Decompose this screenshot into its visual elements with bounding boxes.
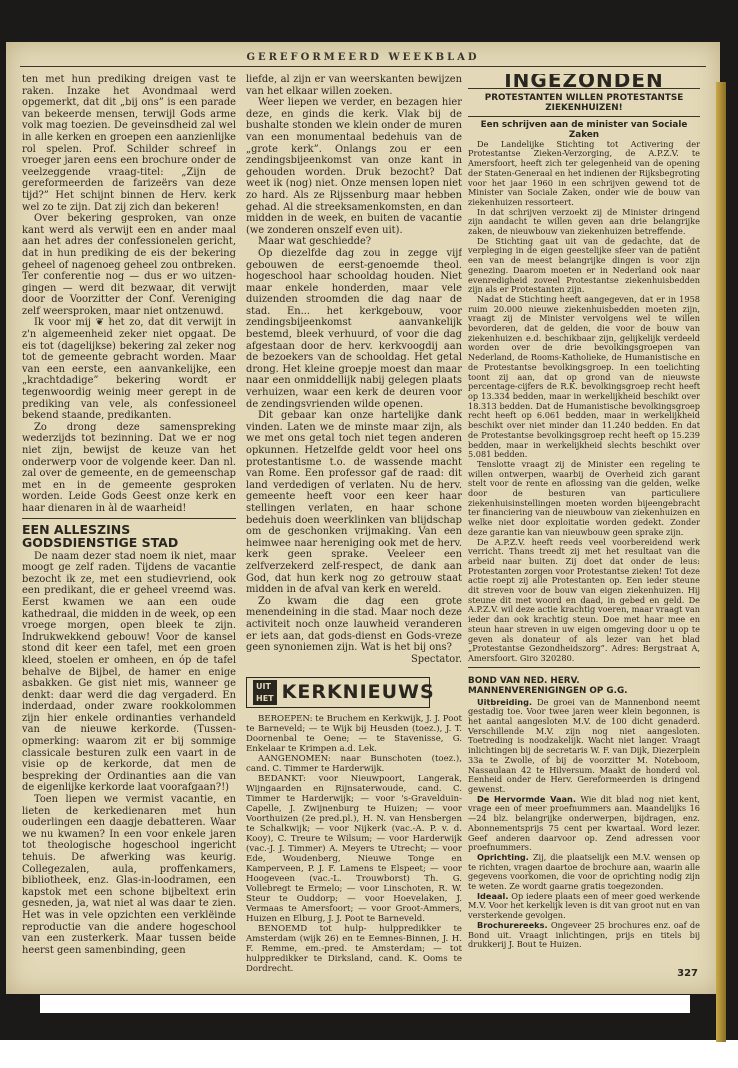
running-header: GEREFORMEERD WEEKBLAD: [246, 52, 480, 63]
news-item-beroepen: BEROEPEN: te Bruchem en Kerkwijk, J. J. Poot te Barneveld; — te Wijk bij Heusden (toez.), J. T. Doornenbal te Oene; — te Stavenisse, G. Enkelaar te Krimpen a.d. Lek.: [246, 714, 462, 755]
paragraph: liefde, al zijn er van weerskanten bewijzen van het elkaar willen zoeken.: [246, 74, 462, 97]
newspaper-page: [6, 42, 720, 994]
paragraph: De A.P.Z.V. heeft reeds veel voorbereidend werk verricht. Thans treedt zij met het resultaat van die arbeid naar buiten. Zij doet dat onder de leus: Protestanten zorgen voor Protestantse zieken! Tot deze actie roept zij alle Protestanten op. Een ieder steune dit streven voor de bouw van eigen ziekenhuizen. Hij steune dit met woord en daad, in gebed en geld. De A.P.Z.V. wil deze actie krachtig voeren, maar vraagt van ieder dan ook krachtig steun. Doe met haar mee en steun haar streven in uw eigen omgeving door u op te geven als donateur of als lezer van het blad „Protestantse Gezondheidszorg”. Adres: Bergstraat A, Amersfoort. Giro 320280.: [468, 536, 700, 663]
paragraph: Weer liepen we verder, en bezagen hier deze, en ginds die kerk. Vlak bij de bushalte stonden we klein onder de muren van een monumentaal bedehuis van de „grote kerk”. Onlangs zou er een zendingsbijeenkomst van onze kant in gehouden worden. Druk bezocht? Dat weet ik (nog) niet. Onze mensen lopen niet zo hard. Als ze Rijssenburg maar hebben gehad. Al die streeksamenkomsten, en dan midden in de week, en buiten de vacantie (we zonderen onszelf even uit).: [246, 97, 462, 236]
page-binding-edge: [716, 82, 726, 1042]
inline-label: Oprichting.: [477, 851, 529, 862]
kerknieuws-title: KERKNIEUWS: [281, 681, 435, 704]
column-left: [22, 74, 236, 980]
article-heading: EEN ALLESZINS GODSDIENSTIGE STAD: [22, 521, 179, 550]
paragraph: Over bekering gesproken, van onze kant werd als verwijt een en ander maal aan het adres der confessionelen gericht, dat in hun prediking de eis der bekering geheel of nagenoeg geheel zou ontbreken. Ter conferentie nog — dus er wo uitzen-gingen — werd dit bezwaar, dit verwijt door de Voorzitter der Conf. Vereniging zelf weersproken, maar niet ontzenuwd.: [22, 213, 236, 317]
paragraph: [468, 892, 700, 921]
article-heading: PROTESTANTEN WILLEN PROTESTANTSE ZIEKENHUIZEN!: [484, 92, 684, 113]
divider: [468, 667, 700, 668]
inline-label: Brochurereeks.: [477, 919, 548, 930]
paragraph: [468, 698, 700, 795]
paragraph: Toen liepen we vermist vacantie, en lieten de kerkedienaren met hun ouderlingen een daagje debatteren. Waar we nu kwamen? In een voor enkele jaren tot theologische hogeschool ingericht tehuis. De afwerking was keurig. Collegezalen, aula, proffenkamers, bibliotheek, enz. Glas-in-loodramen, een kapstok met een schone bijbeltext erin gesneden, ja, wat niet al was daar te zien. Het was in vele opzichten een verklëinde reproductie van die andere hogeschool van een zusterkerk. Maar tussen beide heerst geen samenbinding, geen: [22, 794, 236, 956]
paragraph-text: Zij, die plaatselijk een M.V. wensen op te richten, vragen daartoe de brochure aan, waarin alle gegevens voorkomen, die voor de oprichting nodig zijn te weten. Ze wordt gaarne gratis toegezonden.: [468, 851, 700, 892]
paragraph: De Landelijke Stichting tot Activering der Protestantse Zieken-Verzorging, de A.P.Z.V. te Amersfoort, heeft zich ter gelegenheid van de opening der Staten-Generaal en het indienen der Rijksbegroting voor het jaar 1960 in een schrijven gewend tot de Minister van Sociale Zaken, onder wie de bouw van ziekenhuizen ressorteert.: [468, 138, 700, 207]
header-rule: [20, 66, 706, 67]
inline-label: De Hervormde Vaan.: [477, 793, 576, 804]
paragraph-text: Wie dit blad nog niet kent, vrage een of meer proefnummers aan. Maandelijks 16—24 blz. belangrijke onderwerpen, bijdragen, enz. Abonnementsprijs 75 cent per kwartaal. Word lezer. Geef anderen daarvoor op. Zend adressen voor proefnummers.: [468, 793, 700, 853]
paragraph: Maar wat geschiedde?: [258, 236, 372, 248]
paragraph: Zo drong deze samenspreking wederzijds tot bezinning. Dat we er nog niet zijn, bewijst de keuze van het onderwerp voor de volgende keer. Dan nl. zal over de gemeente, en de gemeenschap met en in de gemeente gesproken worden. Leide Gods Geest onze kerk en haar dienaren in àl de waarheid!: [22, 421, 236, 514]
article-signature: Spectator.: [410, 653, 462, 665]
page-number: 327: [677, 968, 698, 979]
news-item-aangenomen: AANGENOMEN: naar Bunschoten (toez.), cand. C. Timmer te Harderwijk.: [246, 754, 462, 775]
news-item-bedankt: BEDANKT: voor Nieuwpoort, Langerak, Wijngaarden en Rijnsaterwoude, cand. C. Timmer te Harderwijk; — voor 's-Gravelduin-Capelle, J. Zwijnenburg te Huizen; — voor Voorthuizen (2e pred.pl.), H. N. van Hensbergen te Schalkwijk; — voor Nijkerk (vac.-A. P. v. d. Kooy), C. Treure te Wilsum; — voor Harderwijk (vac.-J. J. Timmer) A. Meyers te Utrecht; — voor Ede, Woudenberg, Nieuwe Tonge en Kamperveen, P. J. F. Lamens te Elspeet; — voor Hoogeveen (vac.-L. Trouwborst) Th. G. Vollebregt te Ermelo; — voor Linschoten, R. W. Steur te Ouddorp; — voor Hoevelaken, J. Vermaas te Amersfoort; — voor Groot-Ammers, Huizen en Elburg, J. J. Poot te Barneveld.: [246, 774, 462, 925]
paragraph: ten met hun prediking dreigen vast te raken. Inzake het Avondmaal werd opgemerkt, dat dit „bij ons” is een parade van bekeerde mensen, terwijl Gods arme volk mag toezien. De geveinsdheid zal wel in alle kerken en groepen een aanzienlijke rol spelen. Prof. Schilder schreef in vroeger jaren eens een brochure onder de veelzeggende vraag-titel: „Zijn de gereformeerden de farizeërs van deze tijd?” Het schijnt binnen de Herv. kerk wel zo te zijn. Dat zij zich dan bekeren!: [22, 74, 236, 213]
column-middle: [246, 74, 462, 980]
paragraph-text: De groei van de Mannenbond neemt gestadig toe. Voor twee jaren weer klein begonnen, is het aantal aangesloten M.V. de 100 dicht genaderd. Verschillende M.V. zijn nog niet aangesloten. Toetreding is noodzakelijk. Wacht niet langer. Vraagt inlichtingen bij de secretaris W. F. van Dijk, Diezerplein 33a te Zwolle, of bij de voorzitter M. Noteboom, Nassaulaan 42 te Hilversum. Maakt de honderd vol. Eenheid onder de Herv. Gereformeerden is dringend gewenst.: [468, 696, 700, 794]
scan-bottom-margin: [40, 995, 690, 1013]
article-heading: BOND VAN NED. HERV. MANNENVERENIGINGEN OP G.G.: [468, 675, 628, 696]
paragraph: Op diezelfde dag zou in zegge vijf gebouwen de eerst-genoemde theol. hogeschool haar schooldag houden. Niet maar enkele honderden, maar vele duizenden stroomden die dag naar de stad. En... het kerkgebouw, voor zendingsbijeenkomst aanvankelijk bestemd, bleek verhuurd, of voor die dag afgestaan door de herv. kerkvoogdij aan de bezoekers van de schooldag. Het getal drong. Het kleine groepje moest dan maar naar een onmiddellijk nabij gelegen plaats verhuizen, waar een kerk de deuren voor de zendingsvrienden wilde openen.: [246, 247, 462, 410]
paragraph: Nadat de Stichting heeft aangegeven, dat er in 1958 ruim 20.000 nieuwe ziekenhuisbedden moeten zijn, vraagt zij de Minister vervolgens wel te willen bevorderen, dat de gelden, die voor de bouw van ziekenhuizen e.d. beschikbaar zijn, gelijkelijk verdeeld worden over de drie bevolkingsgroepen van Nederland, de Rooms-Katholieke, de Humanistische en de Protestantse bevolkingsgroep. In een toelichting toont zij aan, dat op grond van de nieuwste percentage-cijfers de R.K. bevolkingsgroep recht heeft op 13.334 bedden, maar in werkelijkheid beschikt over 18.313 bedden. Dat de Humanistische bevolkingsgroep recht heeft op 6.061 bedden, maar in werkelijkheid beschikt over niet minder dan 11.240 bedden. En dat de Protestantse bevolkingsgroep recht heeft op 15.239 bedden, maar in werkelijkheid slechts beschikt over 5.081 bedden.: [468, 293, 700, 460]
inline-label: Uitbreiding.: [477, 696, 533, 707]
kerknieuws-prefix: UIT HET: [253, 680, 277, 705]
inline-label: Ideaal.: [477, 890, 509, 901]
paragraph: Ik voor mij ❦ het zo, dat dit verwijt in z'n algemeenheid zeker niet opgaat. De eis tot (dagelijkse) bekering zal zeker nog tot de gemeente gebracht worden. Maar van een eerste, een aanvankelijke, een „krachtdadige” bekering wordt er tegenwoordig weinig meer gerept in de prediking van vele, als confessioneel bekend staande, predikanten.: [22, 317, 236, 422]
paragraph: Zo kwam die dag een grote menendeining in die stad. Maar noch deze activiteit noch onze lauwheid veranderen er iets aan, dat gods-dienst en Gods-vreze geen synoniemen zijn. Wat is het bij ons?: [246, 595, 462, 654]
paragraph: Dit gebaar kan onze hartelijke dank vinden. Laten we de minste maar zijn, als we met ons getal toch niet tegen anderen opkunnen. Hetzelfde geldt voor heel ons protestantisme t.o. de wassende macht van Rome. Een professor gaf de raad: dit land verdedigen of verlaten. Nu de herv. gemeente heeft voor een keer haar stellingen verlaten, en haar schone bedehuis doen weerklinken van blijdschap om de geschonken vrijmaking. Van een heimwee naar hereniging ook met de herv. kerk geen sprake. Veeleer een zelfverzekerd zelf-respect, de dank aan God, dat hun kerk nog zo getrouw staat midden in de afval van kerk en wereld.: [246, 410, 462, 596]
paragraph-text: Op iedere plaats een of meer goed werkende M.V. Voor het kerkelijk leven is dit van groot nut en van versterkende gevolgen.: [468, 890, 700, 921]
paragraph: [468, 853, 700, 892]
paragraph: [468, 921, 700, 950]
paragraph: De Stichting gaat uit van de gedachte, dat de verpleging in de eigen geestelijke sfeer van de patiënt een van de meest belangrijke dingen is voor zijn genezing. Daarom moeten er in Nederland ook naar evenredigheid zoveel Protestantse ziekenhuisbedden zijn als er Protestanten zijn.: [468, 235, 700, 295]
divider: [468, 116, 700, 117]
kerknieuws-banner: [246, 677, 435, 708]
paragraph-text: Ongeveer 25 brochures enz. oaf de Bond uit. Vraagt inlichtingen, prijs en titels bij drukkerij J. Bout te Huizen.: [468, 919, 700, 950]
paragraph: [468, 795, 700, 853]
section-title-ingezonden: INGEZONDEN: [468, 76, 700, 89]
column-right: [468, 74, 700, 980]
paragraph: Tenslotte vraagt zij de Minister een regeling te willen ontwerpen, waarbij de Overheid zich garant stelt voor de rente en aflossing van die gelden, welke door de besturen van particuliere ziekenhuisinstellingen moeten worden bijeengebracht ter financiering van de nieuwbouw van ziekenhuizen en welke niet door exploitatie worden gedekt. Zonder deze garantie kan van nieuwbouw geen sprake zijn.: [468, 458, 700, 537]
paragraph: De naam dezer stad noem ik niet, maar moogt ge zelf raden. Tijdens de vacantie bezocht ik ze, met een studievriend, ook een predikant, die er geheel vreemd was. Eerst kwamen we aan een oude kathedraal, die midden in de week, op een vroege morgen, open bleek te zijn. Indrukwekkend gebouw! Voor de kansel stond dit keer een tafel, met een groen kleed, stoelen er omheen, en óp de tafel behalve de Bijbel, de hamer en enige asbakken. Ge gist niet mis, wanneer ge denkt: daar werd die dag vergaderd. En inderdaad, onder zware rookkolommen zijn hier enkele ordinanties verhandeld van de nieuwe kerkorde. (Tussen-opmerking: waarom zit er bij sommige classicale besturen zulk een vaart in de visie op de kerkorde, dat men de bespreking der Ordinanties aan die van de eigenlijke kerkorde laat voorafgaan?!): [22, 550, 236, 794]
news-item-benoemd: BENOEMD tot hulp- hulppredikker te Amsterdam (wijk 26) en te Eemnes-Binnen, J. H. F. Remme, em.-pred. te Amsterdam; — tot hulppredikker te Dirksland, cand. K. Ooms te Dordrecht.: [246, 924, 462, 975]
article-subheading: Een schrijven aan de minister van Sociale Zaken: [480, 119, 688, 140]
divider: [22, 518, 236, 519]
paragraph: In dat schrijven verzoekt zij de Minister dringend zijn aandacht te willen geven aan drie belangrijke zaken, de nieuwbouw van ziekenhuizen betreffende.: [468, 206, 700, 237]
